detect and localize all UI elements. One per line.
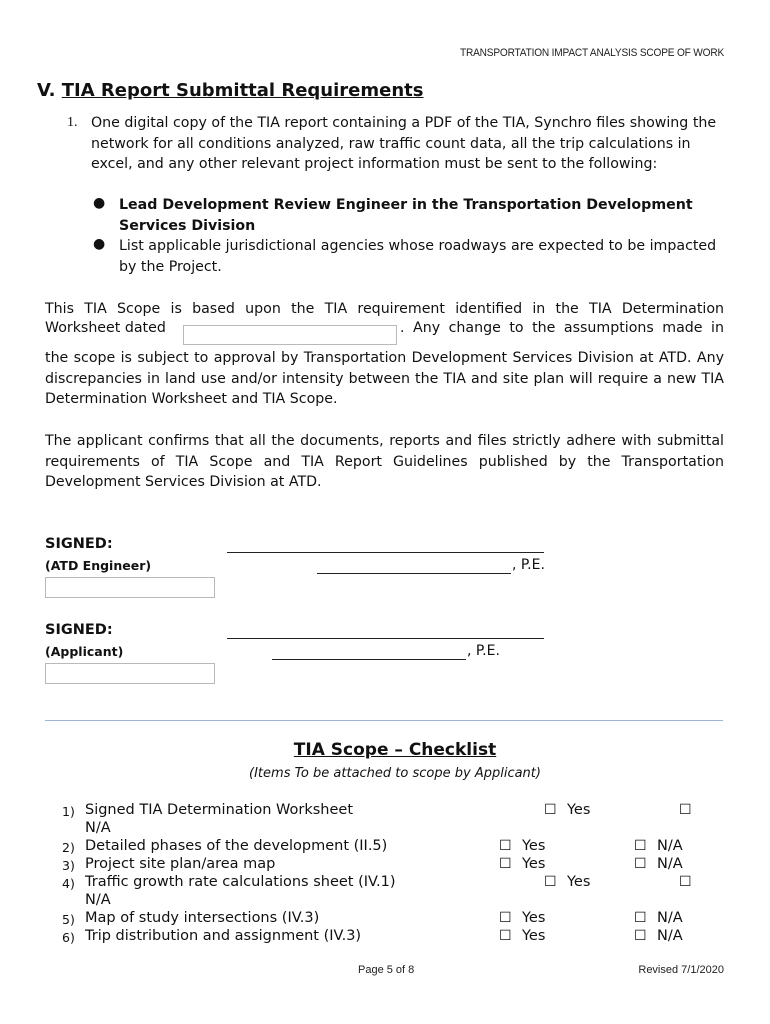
signed-label-applicant: SIGNED:: [45, 622, 113, 638]
checkbox-yes-item-6[interactable]: ☐: [499, 928, 512, 944]
checklist-item-text: Detailed phases of the development (II.5): [85, 838, 388, 854]
bullet-icon: ●: [93, 236, 106, 252]
checkbox-yes-item-3[interactable]: ☐: [499, 856, 512, 872]
checklist-item-text: Project site plan/area map: [85, 856, 276, 872]
pe-suffix-applicant: , P.E.: [467, 643, 500, 659]
signature-line-atd[interactable]: [227, 552, 544, 553]
bullet-item-lead-engineer: Lead Development Review Engineer in the Transportation Development Services Division: [119, 197, 693, 234]
checklist-item-number: 2): [62, 840, 75, 855]
checkbox-yes-item-5[interactable]: ☐: [499, 910, 512, 926]
checkbox-yes-item-1[interactable]: ☐: [544, 802, 557, 818]
bullet-item-agencies: List applicable jurisdictional agencies whose roadways are expected to be impacted by the Project.: [119, 238, 717, 275]
atd-engineer-name-field[interactable]: [45, 577, 215, 598]
yes-label: Yes: [567, 802, 591, 818]
na-label: N/A: [657, 910, 683, 926]
checkbox-na-item-1[interactable]: ☐: [679, 802, 692, 818]
paragraph-applicant-confirms: The applicant confirms that all the documents, reports and files strictly adhere with submittal requirements of TIA Scope and TIA Report Guidelines published by the Transportation Development Services Division at ATD.: [45, 433, 724, 490]
role-atd-engineer: (ATD Engineer): [45, 558, 152, 573]
na-label: N/A: [657, 838, 683, 854]
checkbox-na-item-3[interactable]: ☐: [634, 856, 647, 872]
pe-suffix-atd: , P.E.: [512, 557, 545, 573]
applicant-name-field[interactable]: [45, 663, 215, 684]
na-label: N/A: [85, 892, 111, 908]
checklist-subtitle: (Items To be attached to scope by Applicant): [249, 766, 541, 781]
yes-label: Yes: [522, 910, 546, 926]
checklist-item-text: Signed TIA Determination Worksheet: [85, 802, 354, 818]
paragraph-scope-after-date: . Any change to the assumptions made in: [400, 320, 724, 336]
list-item-text: One digital copy of the TIA report containing a PDF of the TIA, Synchro files showing the network for all conditions analyzed, raw traffic count data, all the trip calculations in excel, and any other relevant project information must be sent to the following:: [91, 115, 717, 172]
worksheet-date-field[interactable]: [183, 325, 397, 345]
worksheet-dated-label: Worksheet dated: [45, 320, 166, 336]
yes-label: Yes: [522, 928, 546, 944]
checklist-title: TIA Scope – Checklist: [293, 740, 497, 760]
checklist-item-number: 6): [62, 930, 75, 945]
checklist-item-text: Map of study intersections (IV.3): [85, 910, 320, 926]
page-number: Page 5 of 8: [358, 964, 415, 976]
pe-name-line-applicant[interactable]: [272, 659, 466, 660]
pe-name-line-atd[interactable]: [317, 573, 511, 574]
revised-date: Revised 7/1/2020: [638, 964, 724, 976]
section-title: [37, 80, 423, 101]
paragraph-scope-line1: This TIA Scope is based upon the TIA requirement identified in the TIA Determination: [45, 301, 724, 317]
checklist-item-number: 1): [62, 804, 75, 819]
checklist-item-number: 5): [62, 912, 75, 927]
na-label: N/A: [657, 928, 683, 944]
list-item-number: 1.: [67, 115, 78, 130]
checkbox-na-item-6[interactable]: ☐: [634, 928, 647, 944]
checklist-item-number: 4): [62, 876, 75, 891]
checklist-item-text: Traffic growth rate calculations sheet (IV.1): [85, 874, 396, 890]
yes-label: Yes: [522, 856, 546, 872]
bullet-icon: ●: [93, 195, 106, 211]
section-title-text: TIA Report Submittal Requirements: [61, 80, 424, 101]
signed-label-atd: SIGNED:: [45, 536, 113, 552]
na-label: N/A: [657, 856, 683, 872]
section-divider: [45, 720, 723, 721]
na-label: N/A: [85, 820, 111, 836]
checkbox-yes-item-2[interactable]: ☐: [499, 838, 512, 854]
yes-label: Yes: [522, 838, 546, 854]
yes-label: Yes: [567, 874, 591, 890]
checkbox-na-item-2[interactable]: ☐: [634, 838, 647, 854]
checkbox-yes-item-4[interactable]: ☐: [544, 874, 557, 890]
checkbox-na-item-5[interactable]: ☐: [634, 910, 647, 926]
checklist-item-number: 3): [62, 858, 75, 873]
paragraph-scope-rest: the scope is subject to approval by Transportation Development Services Division at ATD. Any discrepancies in land use and/or intensity between the TIA and site plan will require a new TIA Determination Worksheet and TIA Scope.: [45, 350, 724, 407]
running-header: TRANSPORTATION IMPACT ANALYSIS SCOPE OF WORK: [459, 47, 724, 59]
role-applicant: (Applicant): [45, 644, 124, 659]
signature-line-applicant[interactable]: [227, 638, 544, 639]
section-number: V.: [37, 80, 56, 101]
checklist-item-text: Trip distribution and assignment (IV.3): [85, 928, 362, 944]
checkbox-na-item-4[interactable]: ☐: [679, 874, 692, 890]
